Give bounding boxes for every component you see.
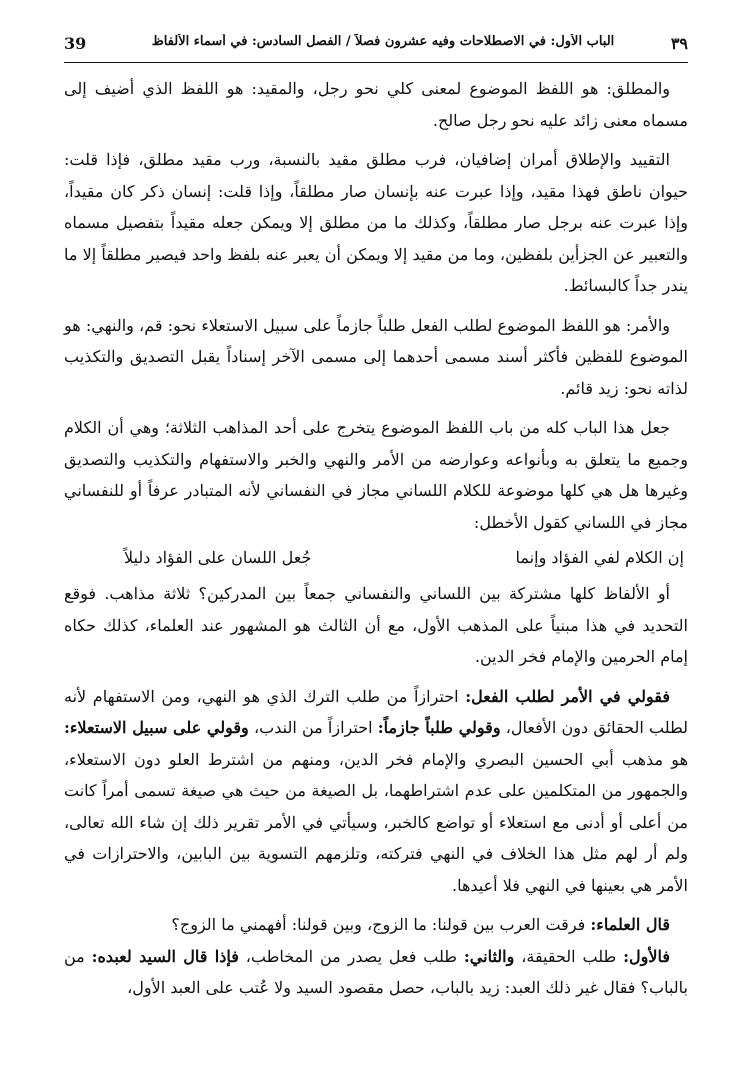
paragraph-madhahib xyxy=(64,412,688,538)
bold-term: والثاني: xyxy=(463,946,515,966)
paragraph-text: أو الألفاظ كلها مشتركة بين اللساني والنفساني جمعاً بين المدركين؟ ثلاثة مذاهب. فوقع التحديد في هذا مبنياً على المذهب الأول، مع أن الثالث هو المشهور عند العلماء، كذلك حكاه إمام الحرمين والإمام فخر الدين. xyxy=(64,584,688,666)
running-title: الباب الأول: في الاصطلاحات وفيه عشرون فصلاً / الفصل السادس: في أسماء الألفاظ xyxy=(151,34,615,49)
page-header xyxy=(64,0,688,63)
poetry-verse xyxy=(64,542,688,574)
paragraph-text: والمطلق: هو اللفظ الموضوع لمعنى كلي نحو رجل، والمقيد: هو اللفظ الذي أضيف إلى مسماه معنى زائد عليه نحو رجل صالح. xyxy=(64,79,688,130)
bold-term: قال العلماء: xyxy=(590,915,670,934)
page-body xyxy=(64,73,688,1004)
verse-first-hemistich: إن الكلام لفي الفؤاد وإنما xyxy=(515,548,684,567)
paragraph-text: والأمر: هو اللفظ الموضوع لطلب الفعل طلباً جازماً على سبيل الاستعلاء نحو: قم، والنهي: هو الموضوع للفظين فأكثر أسند مسمى أحدهما إلى مسمى الآخر إسناداً يقبل التصديق والتكذيب لذاته نحو: زيد قائم. xyxy=(64,315,688,398)
paragraph-amr-nahy xyxy=(64,310,688,405)
paragraph-ishtirak xyxy=(64,578,688,673)
paragraph-text: من بالباب؟ فقال غير ذلك العبد: زيد بالباب، حصل مقصود السيد ولا عُتب على العبد الأول، xyxy=(64,946,688,997)
paragraph-text: احترازاً من الندب، xyxy=(248,718,378,737)
page-number-arabic: ٣٩ xyxy=(670,34,688,53)
verse-second-hemistich: جُعل اللسان على الفؤاد دليلاً xyxy=(124,548,312,567)
bold-term: فقولي في الأمر لطلب الفعل: xyxy=(465,686,671,706)
paragraph-text: فرقت العرب بين قولنا: ما الزوج، وبين قولنا: أفهمني ما الزوج؟ xyxy=(171,915,591,934)
paragraph-text: طلب فعل يصدر من المخاطب، xyxy=(238,946,464,966)
paragraph-text: جعل هذا الباب كله من باب اللفظ الموضوع يتخرج على أحد المذاهب الثلاثة؛ وهي أن الكلام وجميع ما يتعلق به وبأنواعه وعوارضه من الأمر والنهي والخبر والاستفهام والتكذيب والتصديق وغيرها هل هي كلها موضوعة للكلام اللساني مجاز في النفساني لأنه المتبادر عرفاً أو للنفساني مجاز في اللساني كقول الأخطل: xyxy=(64,418,688,532)
paragraph-al-awwal xyxy=(64,941,688,1004)
paragraph-text: التقييد والإطلاق أمران إضافيان، فرب مطلق مقيد بالنسبة، ورب مقيد مطلق، فإذا قلت: حيوان ناطق فهذا مقيد، وإذا عبرت عنه بإنسان صار مطلقاً، وإذا قلت: إنسان ذكر كان مقيداً، وإذا عبرت عنه برجل صار مطلقاً، وكذلك ما من مطلق إلا ويمكن جعله مقيداً بتفصيل مسماه والتعبير عن الجزأين بلفظين، وما من مقيد إلا ويمكن أن يعبر عنه بلفظ واحد فيصير مطلقاً إلا ما يندر جداً كالبسائط. xyxy=(64,150,688,295)
bold-term: وقولي طلباً جازماً: xyxy=(377,718,501,737)
paragraph-text: طلب الحقيقة، xyxy=(514,946,624,966)
paragraph-text: احترازاً من طلب الترك الذي هو النهي، ومن الاستفهام لأنه لطلب الحقائق دون الأفعال، xyxy=(64,686,688,737)
paragraph-qala-al-ulama xyxy=(64,909,688,941)
page-number-latin: 39 xyxy=(64,34,87,53)
paragraph-qawli xyxy=(64,681,688,902)
bold-term: فإذا قال السيد لعبده: xyxy=(91,946,239,966)
paragraph-taqyid-itlaq xyxy=(64,144,688,302)
bold-term: فالأول: xyxy=(623,946,671,966)
bold-term: وقولي على سبيل الاستعلاء: xyxy=(64,718,249,737)
paragraph-mutlaq-muqayyad xyxy=(64,73,688,136)
paragraph-text: هو مذهب أبي الحسين البصري والإمام فخر الدين، ومنهم من اشترط العلو دون الاستعلاء، والجمهور من المتكلمين على عدم اشتراطهما، بل الصيغة من حيث هي صيغة تسمى أمراً كانت من أعلى أو أدنى مع استعلاء أو تواضع كالخبر، وسيأتي في الأمر تقرير ذلك إن شاء الله تعالى، ولم أر لهم مثل هذا الخلاف في النهي فتركته، وتلزمهم التسوية بين البابين، والاحترازات في الأمر هي بعينها في النهي فلا أعيدها. xyxy=(64,749,689,895)
